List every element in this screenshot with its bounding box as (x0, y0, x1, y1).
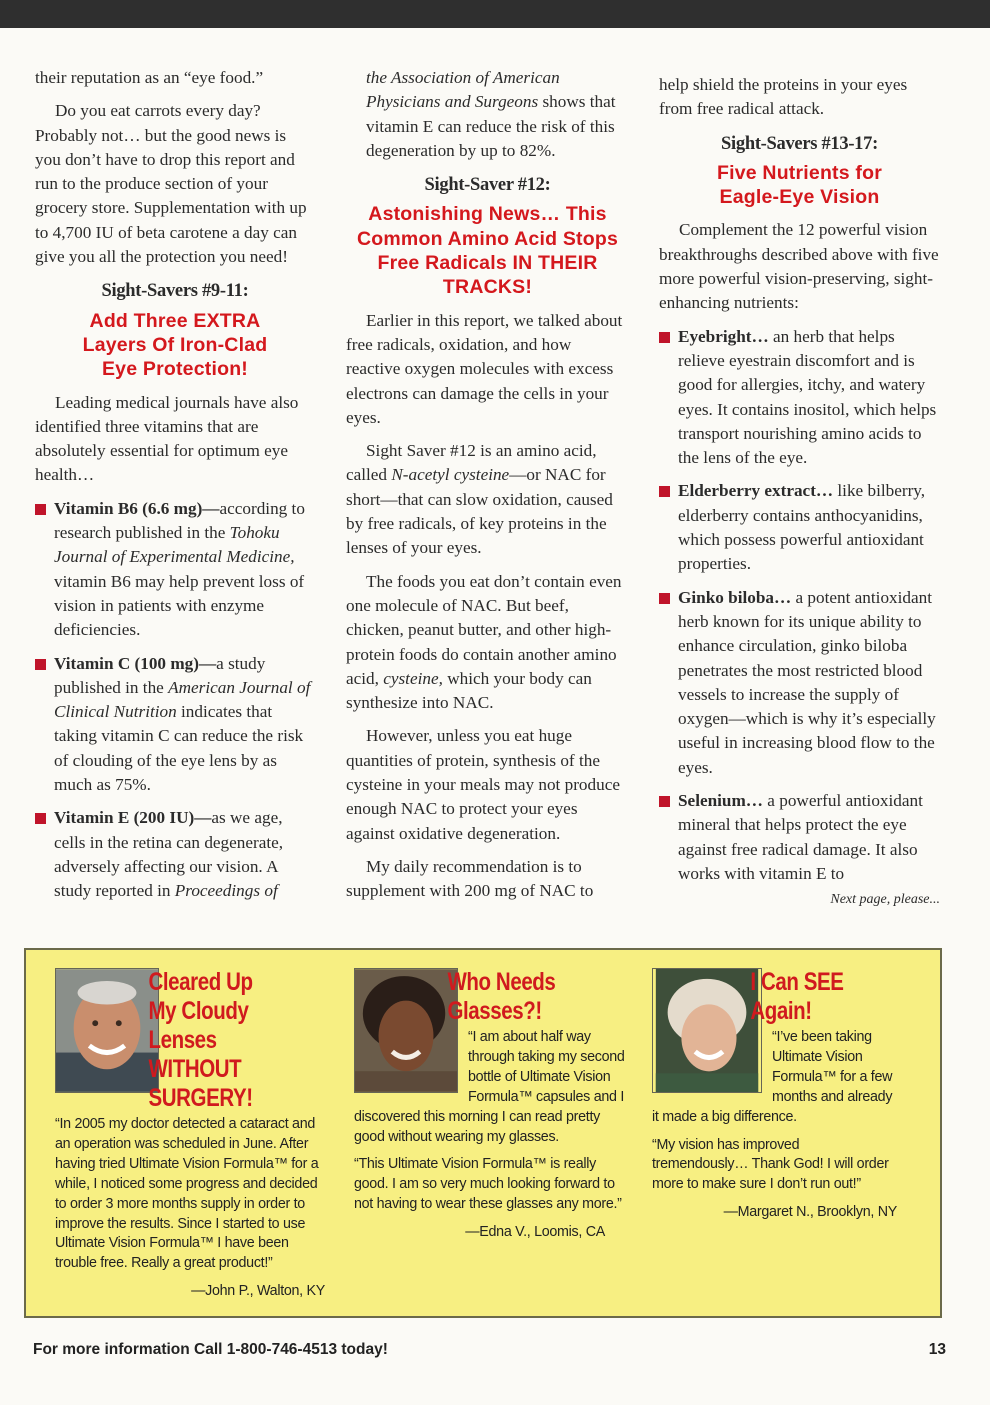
testimonial-signature: —John P., Walton, KY (191, 1283, 325, 1300)
bullet-square-icon (35, 659, 46, 670)
testimonial-signature: —Edna V., Loomis, CA (465, 1224, 605, 1241)
testimonial-text: “This Ultimate Vision Formula™ is really good. I am so very much looking forward to not having to wear these glasses any more.” (354, 1156, 622, 1213)
journal-name: Tohoku Journal of Experimental Medicine, (54, 523, 295, 567)
bullet-square-icon (35, 504, 46, 515)
list-item (35, 806, 315, 903)
bullet-text: indicates that taking vitamin C can reduce the risk of clouding of the eye lens by as much as 75%. (54, 702, 304, 795)
paragraph: However, unless you eat huge quantities of protein, synthesis of the cysteine in your meals may not produce enough NAC to protect your eyes against oxidative degeneration. (346, 726, 620, 843)
paragraph: Leading medical journals have also identified three vitamins that are absolutely essential for optimum eye health… (35, 392, 299, 485)
top-black-bar (0, 0, 990, 28)
paragraph-text: Sight Saver #12 is an amino acid, called (346, 441, 597, 485)
section-heading: Five Nutrients for Eagle-Eye Vision (716, 161, 883, 209)
testimonial-signature: —Margaret N., Brooklyn, NY (723, 1204, 897, 1221)
bullet-text: according to research published in the (54, 498, 305, 543)
compound-name: N-acetyl cysteine (391, 465, 510, 485)
paragraph (346, 66, 629, 163)
testimonials-panel (24, 948, 942, 1318)
testimonial-heading: I Can SEE Again! (750, 968, 844, 1025)
list-item (35, 652, 315, 798)
bullet-square-icon (659, 593, 670, 604)
bullet-title: Vitamin C (100 mg)— (54, 653, 217, 673)
bullet-square-icon (659, 332, 670, 343)
paragraph: Earlier in this report, we talked about free radicals, oxidation, and how reactive oxygen molecules with excess electrons can damage the cells in your eyes. (346, 310, 623, 427)
paragraph (346, 439, 629, 560)
paragraph-text: The foods you eat don’t contain even one molecule of NAC. But beef, chicken, peanut butter, and other high-protein foods do contain another amino acid, (346, 571, 622, 688)
bullet-text: like bilberry, elderberry contains anthocyanidins, which possess powerful antioxidant properties. (678, 481, 926, 574)
compound-name: cysteine, (383, 668, 443, 688)
bullet-title: Vitamin E (200 IU)— (54, 808, 212, 828)
paragraph: My daily recommendation is to supplement with 200 mg of NAC to (346, 856, 594, 901)
column-2 (346, 66, 629, 913)
section-heading: Astonishing News… This Common Amino Acid Stops Free Radicals IN THEIR TRACKS! (357, 203, 618, 299)
paragraph: Do you eat carrots every day? Probably not… but the good news is you don’t have to drop this report and run to the produce section of your grocery store. Supplementation with up to 4,700 IU of beta carotene a day can give you all the protection you need! (35, 101, 307, 267)
bullet-title: Elderberry extract… (678, 481, 834, 501)
section-label: Sight-Saver #12: (424, 175, 551, 196)
footer-call-to-action: For more information Call 1-800-746-4513 today! (33, 1341, 388, 1358)
bullet-square-icon (659, 486, 670, 497)
testimonial-text: “My vision has improved tremendously… Thank God! I will order more to make sure I don’t run out!” (652, 1136, 889, 1193)
testimonial-text: “I am about half way through taking my second bottle of Ultimate Vision Formula™ capsules and I discovered this morning I can read pretty good without wearing my glasses. (354, 1029, 625, 1145)
bullet-title: Eyebright… (678, 326, 769, 346)
bullet-title: Selenium… (678, 791, 763, 811)
section-heading: Add Three EXTRA Layers Of Iron-Clad Eye Protection! (82, 309, 268, 381)
testimonial-card (55, 968, 325, 1302)
paragraph (346, 570, 629, 716)
testimonial-heading: Who Needs Glasses?! (447, 968, 556, 1025)
paragraph-text: which your body can synthesize into NAC. (346, 668, 592, 713)
testimonial-card (354, 968, 629, 1243)
bullet-text: as we age, cells in the retina can degenerate, adversely affecting our vision. A study reported in (54, 808, 284, 901)
bullet-square-icon (659, 796, 670, 807)
section-label: Sight-Savers #9-11: (101, 281, 249, 302)
journal-name: American Journal of Clinical Nutrition (54, 677, 311, 722)
list-item (659, 479, 940, 576)
bullet-text: a study published in the (54, 653, 266, 697)
testimonial-text: “I’ve been taking Ultimate Vision Formula™ for a few months and already it made a big difference. (652, 1029, 893, 1125)
testimonial-heading: Cleared Up My Cloudy Lenses WITHOUT SURGERY! (148, 968, 253, 1112)
paragraph: help shield the proteins in your eyes from free radical attack. (659, 75, 908, 119)
list-item (35, 497, 315, 643)
bullet-square-icon (35, 813, 46, 824)
testimonial-card (652, 968, 897, 1223)
testimonial-text: “In 2005 my doctor detected a cataract and an operation was scheduled in June. After having tried Ultimate Vision Formula™ for a while, I noticed some progress and decided to order 3 more months supply in order to improve the results. Since I started to use Ultimate Vision Formula™ I have been trouble free. Really a great product!” (55, 1116, 319, 1272)
column-3 (659, 73, 940, 913)
paragraph-text: shows that vitamin E can reduce the risk of this degeneration by up to 82%. (366, 92, 616, 160)
paragraph-text: —or NAC for short—that can slow oxidation, caused by free radicals, of key proteins in the lenses of your eyes. (346, 465, 613, 558)
list-item (659, 586, 940, 780)
journal-name: the Association of American Physicians and Surgeons (366, 68, 560, 112)
page-number: 13 (928, 1341, 946, 1358)
list-item (659, 789, 940, 886)
bullet-text: vitamin B6 may help prevent loss of vision in patients with enzyme deficiencies. (54, 571, 305, 640)
paragraph: their reputation as an “eye food.” (35, 68, 264, 87)
paragraph: Complement the 12 powerful vision breakthroughs described above with five more powerful vision-preserving, sight-enhancing nutrients: (659, 220, 939, 313)
journal-name: Proceedings of (174, 881, 278, 901)
next-page-link: Next page, please... (830, 892, 940, 908)
bullet-text: a powerful antioxidant mineral that helps protect the eye against free radical damage. It also works with vitamin E to (678, 791, 923, 883)
section-label: Sight-Savers #13-17: (721, 133, 878, 154)
bullet-title: Ginko biloba… (678, 587, 792, 607)
bullet-title: Vitamin B6 (6.6 mg)— (54, 498, 220, 518)
bullet-text: an herb that helps relieve eyestrain discomfort and is good for allergies, itchy, and watery eyes. It contains inositol, which helps transport nourishing amino acids to the lens of the eye. (678, 326, 937, 468)
bullet-text: a potent antioxidant herb known for its unique ability to enhance circulation, ginko biloba penetrates the most restricted blood vessels to increase the supply of oxygen—which is why it’s especially useful in increasing blood flow to the eyes. (678, 587, 936, 777)
column-1 (35, 66, 315, 913)
list-item (659, 325, 940, 471)
